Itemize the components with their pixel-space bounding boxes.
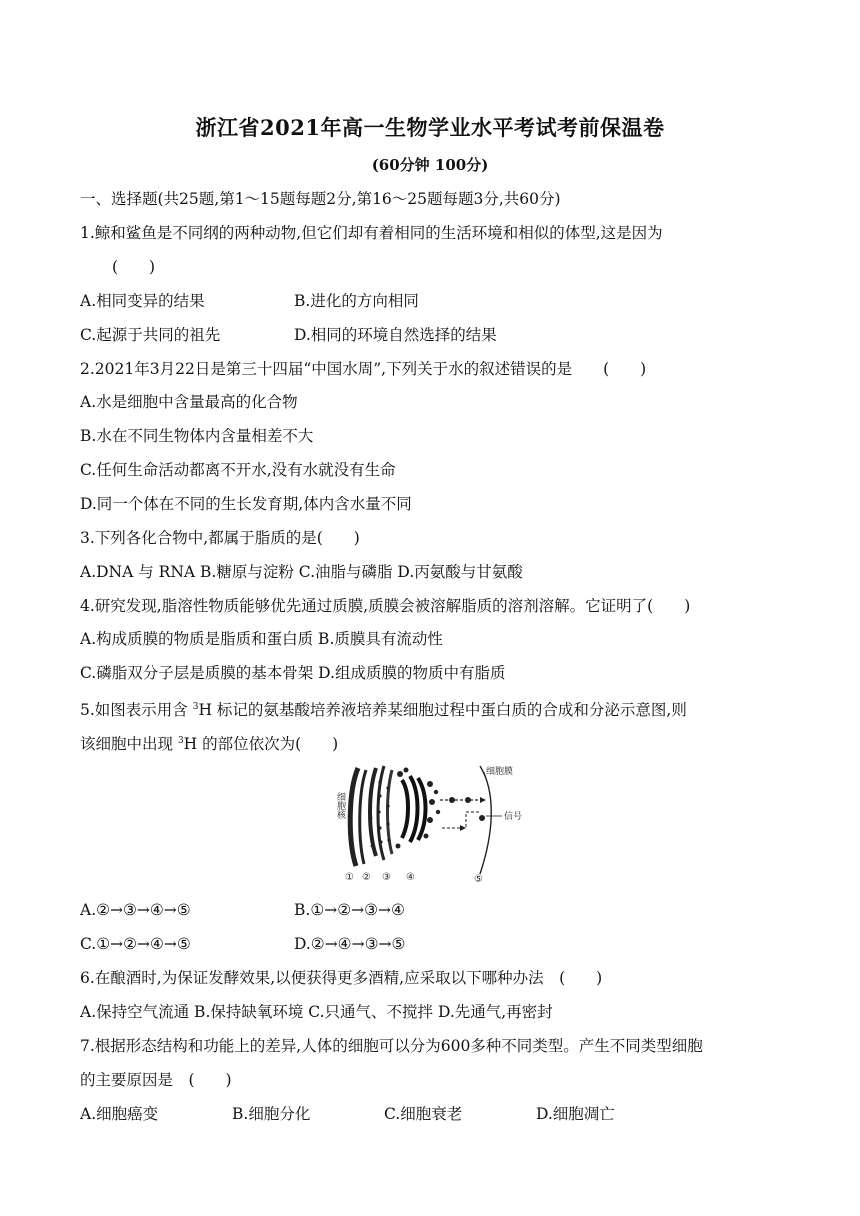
- label-membrane: 细胞膜: [486, 767, 514, 777]
- protein-secretion-diagram: [335, 762, 523, 886]
- q7-stem: 7.根据形态结构和功能上的差异,人体的细胞可以分为600多种不同类型。产生不同类型细胞: [80, 1037, 703, 1055]
- q2-option-a: A.水是细胞中含量最高的化合物: [80, 393, 298, 411]
- q5-option-a: A.②→③→④→⑤: [80, 901, 191, 919]
- label-n1: ①: [345, 872, 354, 883]
- label-nucleus: 细胞核: [335, 792, 345, 819]
- q3-options: A.DNA 与 RNA B.糖原与淀粉 C.油脂与磷脂 D.丙氨酸与甘氨酸: [80, 563, 523, 581]
- q6-options: A.保持空气流通 B.保持缺氧环境 C.只通气、不搅拌 D.先通气,再密封: [80, 1003, 553, 1021]
- q1-stem: 1.鲸和鲨鱼是不同纲的两种动物,但它们却有着相同的生活环境和相似的体型,这是因为: [80, 224, 663, 242]
- label-n2: ②: [362, 872, 371, 883]
- label-n3: ③: [382, 872, 391, 883]
- q5-stem: 5.如图表示用含 $^3$H 标记的氨基酸培养液培养某细胞过程中蛋白质的合成和分泌示意图,则: [80, 701, 687, 720]
- q1-option-a: A.相同变异的结果: [80, 292, 205, 310]
- q7-option-d: D.细胞凋亡: [536, 1105, 615, 1123]
- q5-option-d: D.②→④→③→⑤: [294, 935, 406, 953]
- exam-subtitle: (60分钟 100分): [371, 156, 489, 174]
- q1-option-c: C.起源于共同的祖先: [80, 326, 221, 344]
- q2-option-b: B.水在不同生物体内含量相差不大: [80, 427, 314, 445]
- label-signal: 信号: [504, 812, 523, 822]
- section-heading: 一、选择题(共25题,第1～15题每题2分,第16～25题每题3分,共60分): [80, 190, 561, 208]
- q5-stem-2: 该细胞中出现 $^3$H 的部位依次为( ): [80, 735, 339, 754]
- label-n5: ⑤: [474, 874, 483, 885]
- q4-stem: 4.研究发现,脂溶性物质能够优先通过质膜,质膜会被溶解脂质的溶剂溶解。它证明了( ): [80, 597, 691, 615]
- q5-option-c: C.①→②→④→⑤: [80, 935, 191, 953]
- q2-option-d: D.同一个体在不同的生长发育期,体内含水量不同: [80, 495, 412, 513]
- q4-options-1: A.构成质膜的物质是脂质和蛋白质 B.质膜具有流动性: [80, 630, 443, 648]
- q6-stem: 6.在酿酒时,为保证发酵效果,以便获得更多酒精,应采取以下哪种办法 ( ): [80, 969, 603, 987]
- q1-bracket: ( ): [112, 258, 156, 276]
- q5-option-b: B.①→②→③→④: [294, 901, 405, 919]
- q7-option-b: B.细胞分化: [232, 1105, 311, 1123]
- q3-stem: 3.下列各化合物中,都属于脂质的是( ): [80, 529, 360, 547]
- q7-option-c: C.细胞衰老: [384, 1105, 463, 1123]
- q1-option-d: D.相同的环境自然选择的结果: [294, 326, 497, 344]
- label-n4: ④: [406, 872, 415, 883]
- q2-option-c: C.任何生命活动都离不开水,没有水就没有生命: [80, 461, 396, 479]
- q7-stem-2: 的主要原因是 ( ): [80, 1071, 232, 1089]
- q4-options-2: C.磷脂双分子层是质膜的基本骨架 D.组成质膜的物质中有脂质: [80, 664, 506, 682]
- exam-title: 浙江省2021年高一生物学业水平考试考前保温卷: [195, 115, 665, 140]
- q7-option-a: A.细胞癌变: [80, 1105, 159, 1123]
- q1-option-b: B.进化的方向相同: [294, 292, 419, 310]
- q2-stem: 2.2021年3月22日是第三十四届“中国水周”,下列关于水的叙述错误的是 ( ): [80, 360, 647, 378]
